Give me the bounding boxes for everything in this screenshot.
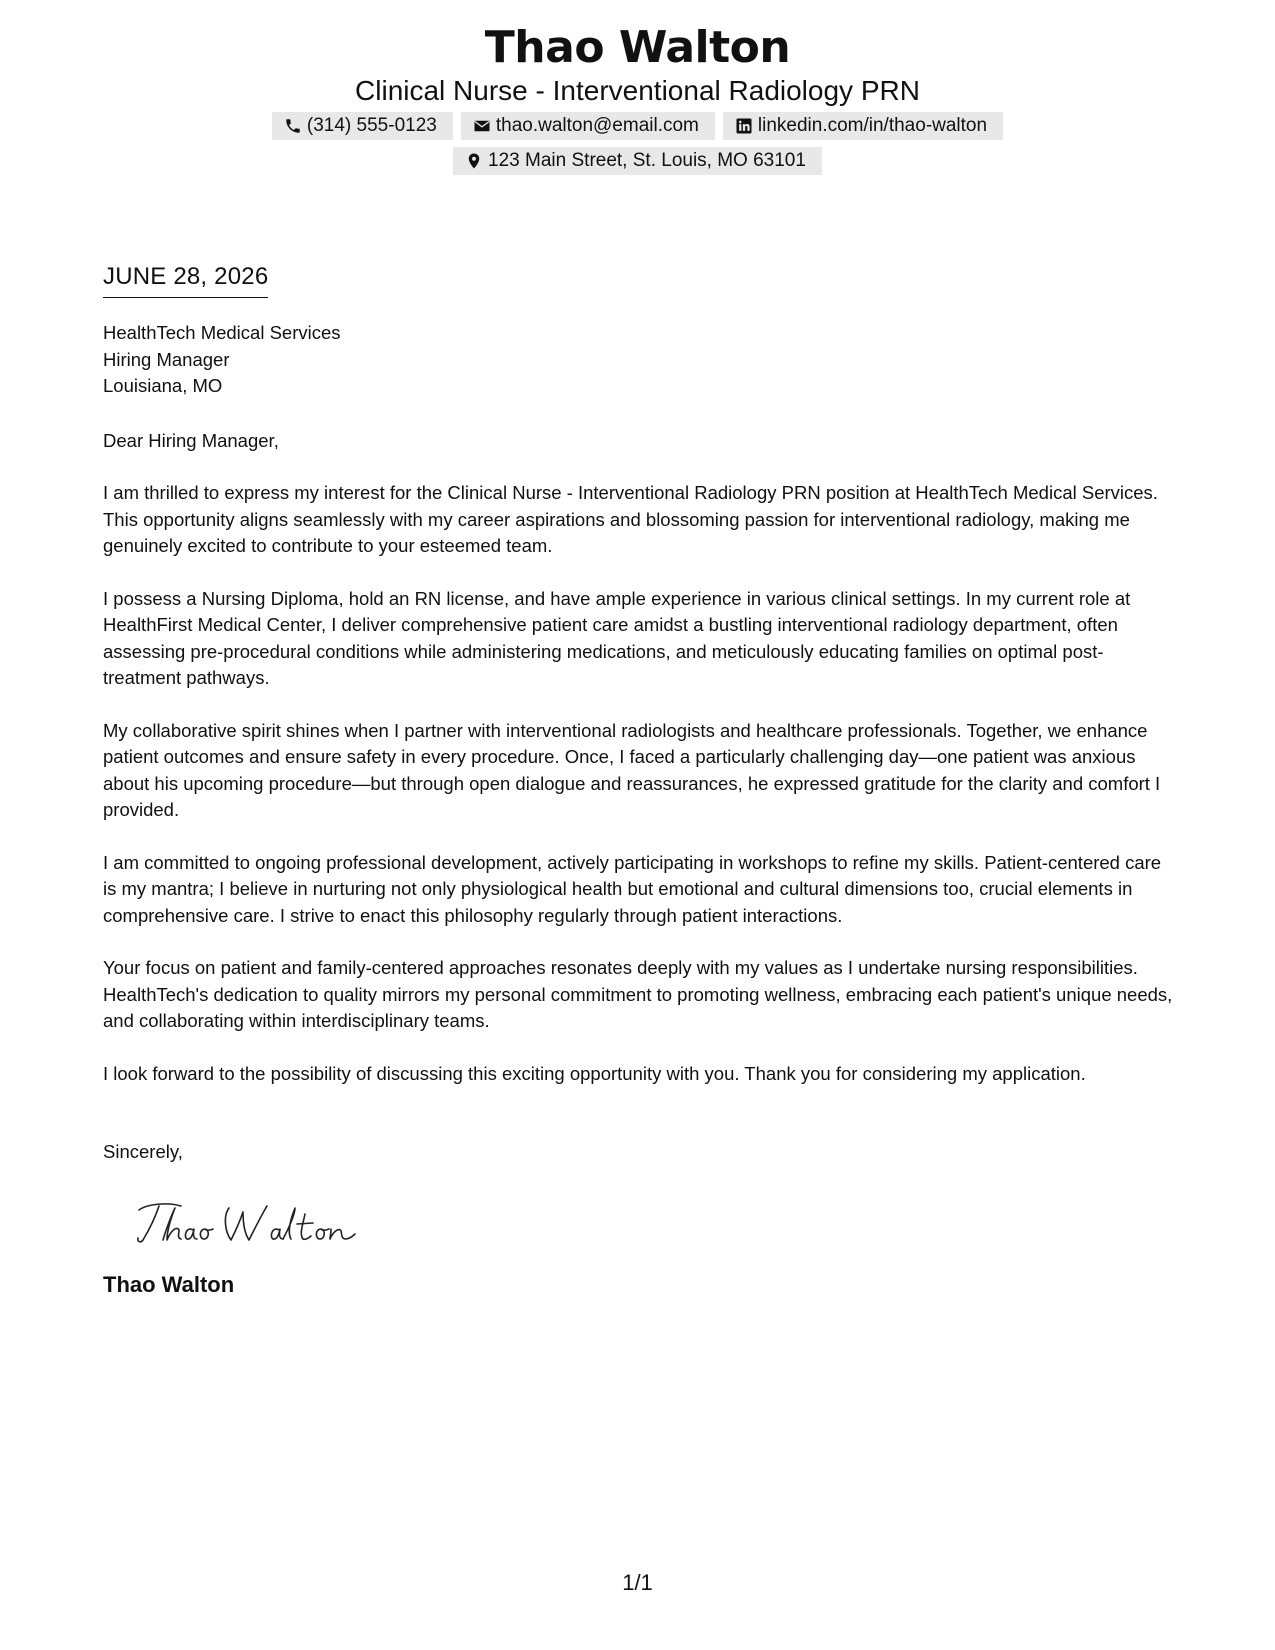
letter-date: JUNE 28, 2026 — [103, 262, 268, 298]
contact-row-primary — [0, 112, 1275, 140]
contact-address[interactable] — [453, 147, 822, 175]
contact-linkedin[interactable] — [723, 112, 1003, 140]
recipient-block — [103, 320, 1178, 400]
recipient-title: Hiring Manager — [103, 348, 230, 370]
contact-email[interactable] — [461, 112, 715, 140]
address-text: 123 Main Street, St. Louis, MO 63101 — [488, 150, 806, 171]
paragraph-1: I am thrilled to express my interest for the Clinical Nurse - Interventional Radiology PRN position at HealthTech Medical Services. This opportunity aligns seamlessly with my career aspirations and blossoming passion for interventional radiology, making me genuinely excited to contribute to your esteemed team. — [103, 482, 1158, 556]
email-text: thao.walton@email.com — [495, 115, 699, 136]
phone-icon — [284, 117, 302, 135]
paragraph-4: I am committed to ongoing professional development, actively participating in workshops to refine my skills. Patient-centered care is my mantra; I believe in nurturing not only physiological health but emotional and cultural dimensions too, crucial elements in comprehensive care. I strive to enact this philosophy regularly through patient interactions. — [103, 851, 1162, 926]
phone-text: (314) 555-0123 — [306, 115, 437, 136]
linkedin-text: linkedin.com/in/thao-walton — [757, 115, 988, 136]
contact-phone[interactable] — [272, 112, 453, 140]
paragraph-3: My collaborative spirit shines when I partner with interventional radiologists and healthcare professionals. Together, we enhance patient outcomes and ensure safety in every procedure. Once, I faced a particularly challenging day—one patient was anxious about his upcoming procedure—but through open dialogue and reassurances, he expressed gratitude for the clarity and comfort I provided. — [103, 719, 1161, 820]
closing: Sincerely, — [103, 1141, 183, 1162]
page-number: 1/1 — [622, 1570, 653, 1595]
paragraph-5: Your focus on patient and family-centered approaches resonates deeply with my values as I undertake nursing responsibilities. HealthTech's dedication to quality mirrors my personal commitment to promoting wellness, embracing each patient's unique needs, and collaborating within interdisciplinary teams. — [103, 957, 1173, 1031]
recipient-company: HealthTech Medical Services — [103, 322, 341, 343]
paragraph-2: I possess a Nursing Diploma, hold an RN license, and have ample experience in various clinical settings. In my current role at HealthFirst Medical Center, I deliver comprehensive patient care amidst a bustling interventional radiology department, often assessing pre-procedural conditions while administering medications, and meticulously educating families on optimal post-treatment pathways. — [103, 587, 1131, 688]
envelope-icon — [473, 117, 491, 135]
handwritten-signature — [133, 1196, 363, 1252]
job-title: Clinical Nurse - Interventional Radiology PRN — [355, 75, 920, 106]
paragraph-6: I look forward to the possibility of discussing this exciting opportunity with you. Thank you for considering my application. — [103, 1062, 1086, 1084]
map-pin-icon — [465, 152, 483, 170]
signer-name: Thao Walton — [103, 1272, 235, 1297]
contact-row-secondary — [0, 147, 1275, 175]
salutation: Dear Hiring Manager, — [103, 429, 279, 451]
recipient-location: Louisiana, MO — [103, 375, 223, 396]
letter-header — [0, 0, 1275, 175]
linkedin-icon — [735, 117, 753, 135]
applicant-name: Thao Walton — [484, 22, 791, 73]
letter-body — [103, 262, 1178, 1299]
